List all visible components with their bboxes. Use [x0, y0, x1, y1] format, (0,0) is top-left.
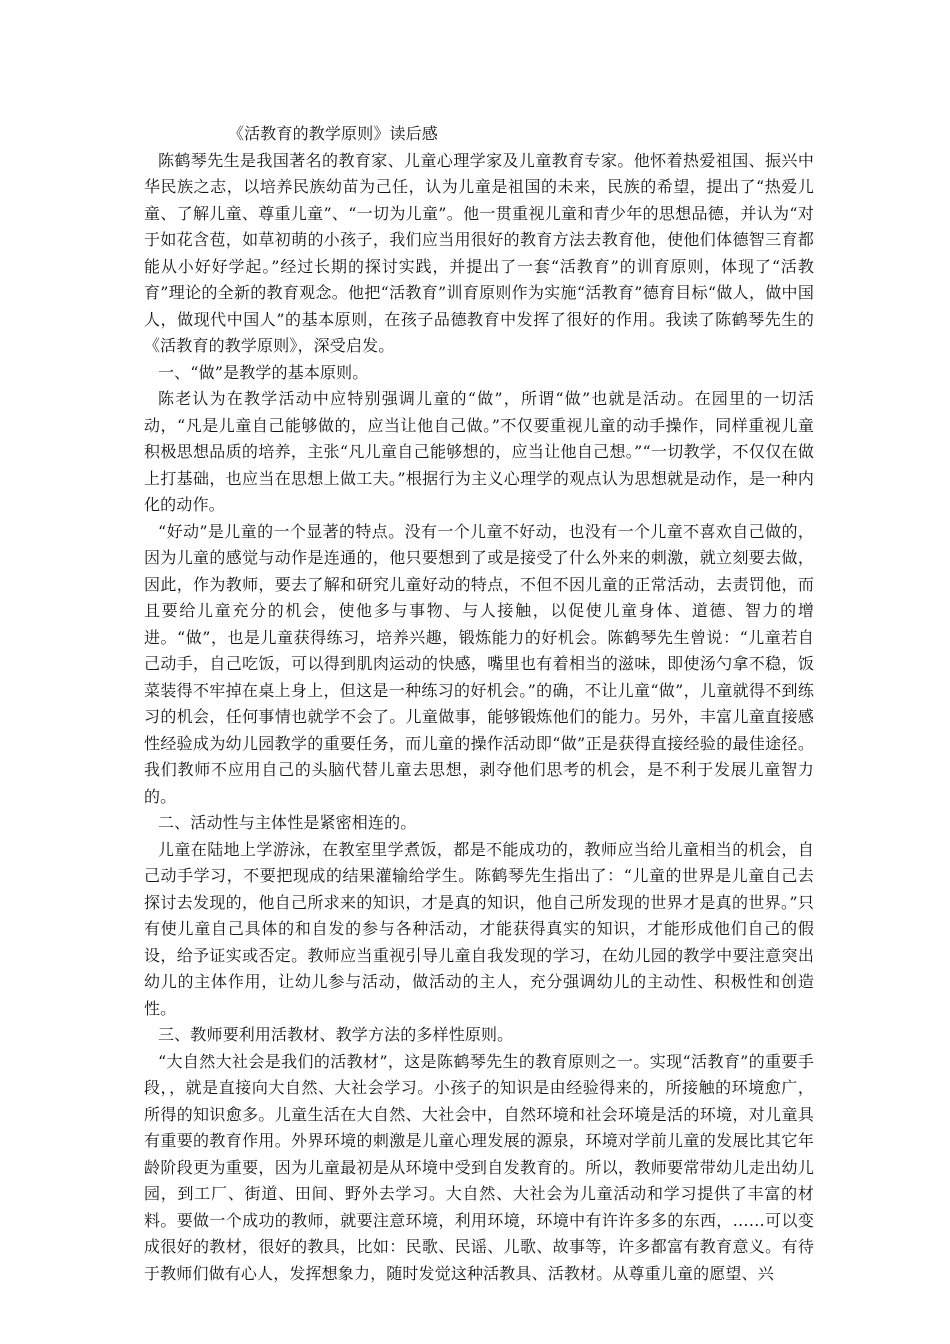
- section-1-paragraph-2: “好动”是儿童的一个显著的特点。没有一个儿童不好动，也没有一个儿童不喜欢自己做的，因为儿童的感觉与动作是连通的，他只要想到了或是接受了什么外来的刺激，就立刻要去做，因此，作为教师，要去了解和研究儿童好动的特点，不但不因儿童的正常活动，去责罚他，而且要给儿童充分的机会，使他多与事物、与人接触，以促使儿童身体、道德、智力的增进。“做”，也是儿童获得练习，培养兴趣，锻炼能力的好机会。陈鹤琴先生曾说：“儿童若自己动手，自己吃饭，可以得到肌肉运动的快感，嘴里也有着相当的滋味，即使汤勺拿不稳，饭菜装得不牢掉在桌上身上，但这是一种练习的好机会。”的确，不让儿童“做”，儿童就得不到练习的机会，任何事情也就学不会了。儿童做事，能够锻炼他们的能力。另外，丰富儿童直接感性经验成为幼儿园教学的重要任务，而儿童的操作活动即“做”正是获得直接经验的最佳途径。我们教师不应用自己的头脑代替儿童去思想，剥夺他们思考的机会，是不利于发展儿童智力的。: [144, 521, 814, 806]
- section-1-heading: 一、“做”是教学的基本原则。: [158, 362, 369, 382]
- section-1-paragraph-1: 陈老认为在教学活动中应特别强调儿童的“做”，所谓“做”也就是活动。在园里的一切活动，“凡是儿童自己能够做的，应当让他自己做。”不仅要重视儿童的动手操作，同样重视儿童积极思想品质的培养，主张“凡儿童自己能够想的，应当让他自己想。”“一切教学，不仅仅在做上打基础，也应当在思想上做工夫。”根据行为主义心理学的观点认为思想就是动作，是一种内化的动作。: [144, 389, 814, 514]
- document-title: 《活教育的教学原则》读后感: [228, 124, 438, 143]
- document-body: [144, 121, 814, 1287]
- intro-paragraph: 陈鹤琴先生是我国著名的教育家、儿童心理学家及儿童教育专家。他怀着热爱祖国、振兴中华民族之志，以培养民族幼苗为己任，认为儿童是祖国的未来，民族的希望，提出了“热爱儿童、了解儿童、尊重儿童”、“一切为儿童”。他一贯重视儿童和青少年的思想品德，并认为“对于如花含苞，如草初萌的小孩子，我们应当用很好的教育方法去教育他，使他们体德智三育都能从小好好学起。”经过长期的探讨实践，并提出了一套“活教育”的训育原则，体现了“活教育”理论的全新的教育观念。他把“活教育”训育原则作为实施“活教育”德育目标“做人，做中国人，做现代中国人”的基本原则，在孩子品德教育中发挥了很好的作用。我读了陈鹤琴先生的《活教育的教学原则》，深受启发。: [144, 150, 814, 355]
- section-2-heading: 二、活动性与主体性是紧密相连的。: [158, 813, 417, 832]
- section-3-heading: 三、教师要利用活教材、教学方法的多样性原则。: [158, 1025, 514, 1044]
- section-3-paragraph-1: “大自然大社会是我们的活教材”，这是陈鹤琴先生的教育原则之一。实现“活教育”的重要手段，，就是直接向大自然、大社会学习。小孩子的知识是由经验得来的，所接触的环境愈广，所得的知识愈多。儿童生活在大自然、大社会中，自然环境和社会环境是活的环境，对儿童具有重要的教育作用。外界环境的刺激是儿童心理发展的源泉，环境对学前儿童的发展比其它年龄阶段更为重要，因为儿童最初是从环境中受到自发教育的。所以，教师要常带幼儿走出幼儿园，到工厂、街道、田间、野外去学习。大自然、大社会为儿童活动和学习提供了丰富的材料。要做一个成功的教师，就要注意环境，利用环境，环境中有许许多多的东西，……可以变成很好的教材，很好的教具，比如：民歌、民谣、儿歌、故事等，许多都富有教育意义。有待于教师们做有心人，发挥想象力，随时发觉这种活教具、活教材。从尊重儿童的愿望、兴: [144, 1051, 814, 1283]
- section-2-paragraph-1: 儿童在陆地上学游泳，在教室里学煮饭，都是不能成功的，教师应当给儿童相当的机会，自己动手学习，不要把现成的结果灌输给学生。陈鹤琴先生指出了：“儿童的世界是儿童自己去探讨去发现的，他自己所求来的知识，才是真的知识，他自己所发现的世界才是真的世界。”只有使儿童自己具体的和自发的参与各种活动，才能获得真实的知识，才能形成他们自己的假设，给予证实或否定。教师应当重视引导儿童自我发现的学习，在幼儿园的教学中要注意突出幼儿的主体作用，让幼儿参与活动，做活动的主人，充分强调幼儿的主动性、积极性和创造性。: [144, 839, 814, 1018]
